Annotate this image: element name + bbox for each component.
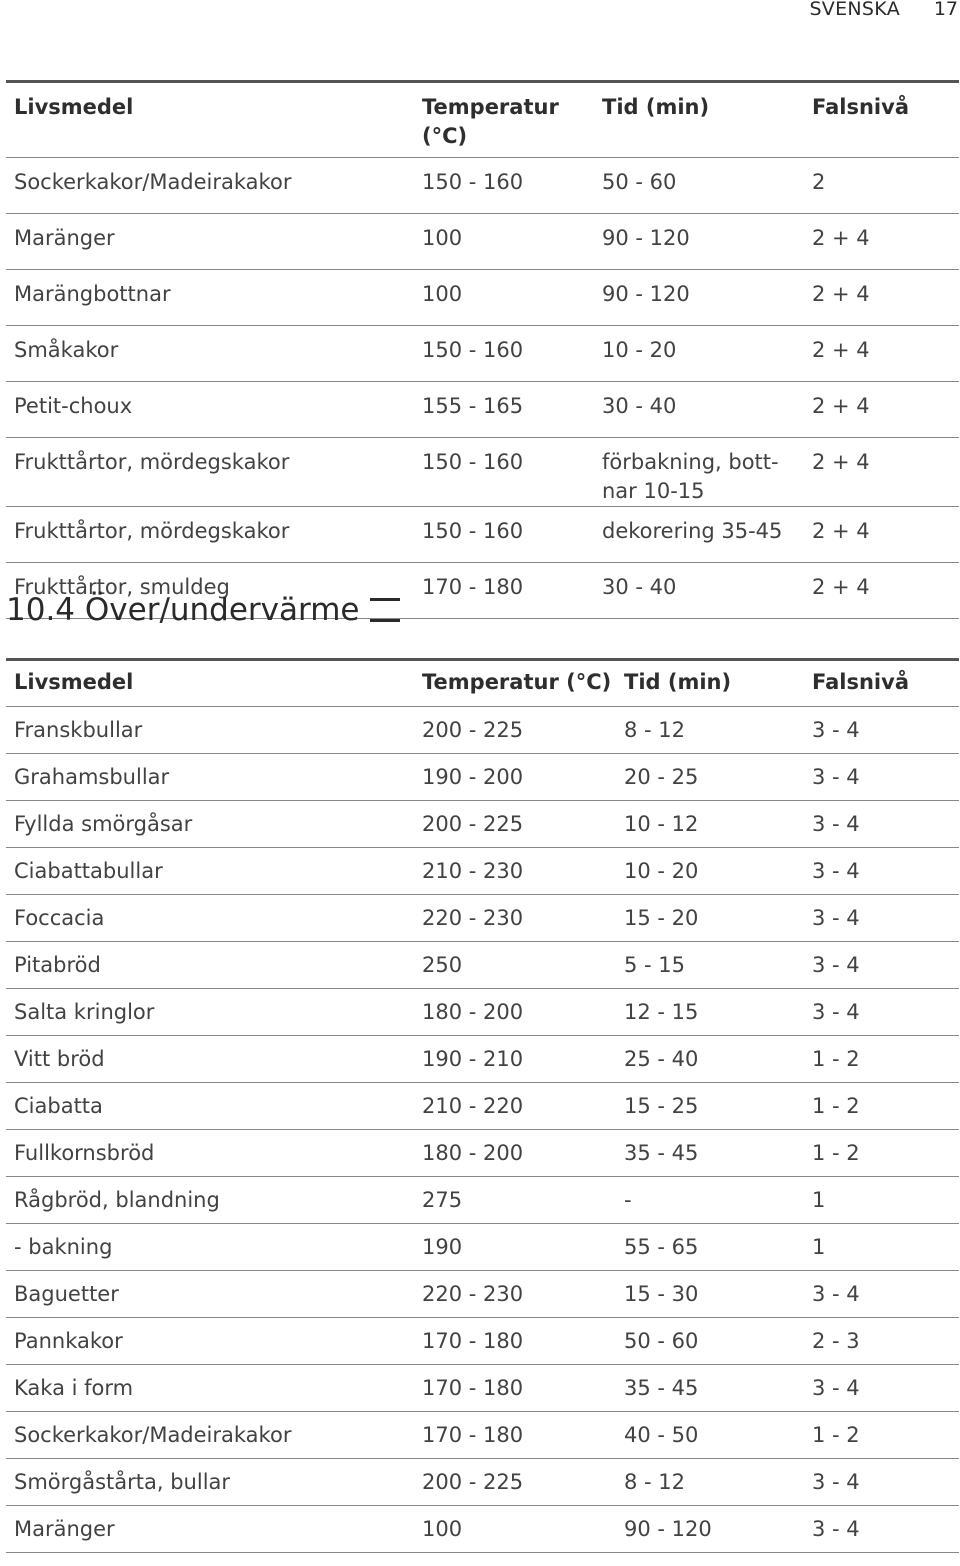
table-cell: 15 - 20 [616,895,804,942]
table-cell: Petit-choux [6,382,414,438]
table-cell: 200 - 225 [414,707,616,754]
table-cell: 1 - 2 [804,1083,959,1130]
table-cell: 1 - 2 [804,1130,959,1177]
table-cell: Småkakor [6,326,414,382]
table-cell: 50 - 60 [594,158,804,214]
table-cell: Salta kringlor [6,989,414,1036]
table-cell: 3 - 4 [804,707,959,754]
table-cell: 1 [804,1224,959,1271]
column-header: Livsmedel [14,670,134,694]
column-header: Livsmedel [14,95,134,119]
table-cell: 2 + 4 [804,438,959,507]
table-cell: Fyllda smörgåsar [6,801,414,848]
table-cell: 190 [414,1224,616,1271]
table-cell: 2 + 4 [804,382,959,438]
table-cell: Grahamsbullar [6,754,414,801]
table-cell: Vitt bröd [6,1036,414,1083]
table-cell: Baguetter [6,1271,414,1318]
table-cell: 3 - 4 [804,801,959,848]
table-row [6,1271,959,1318]
table-cell: 170 - 180 [414,1318,616,1365]
table-row [6,707,959,754]
table-cell: 12 - 15 [616,989,804,1036]
table-row [6,270,959,326]
table-row [6,1224,959,1271]
table-cell: 220 - 230 [414,895,616,942]
table-cell: 3 - 4 [804,1506,959,1553]
table-row [6,1177,959,1224]
table-cell: 35 - 45 [616,1130,804,1177]
table-cell: Frukttårtor, mördegskakor [6,507,414,563]
table-cell: 30 - 40 [594,382,804,438]
table-cell: 50 - 60 [616,1318,804,1365]
table-cell: 200 - 225 [414,801,616,848]
table-cell: 210 - 230 [414,848,616,895]
table-cell: Sockerkakor/Madeirakakor [6,1412,414,1459]
page-header [0,0,960,24]
table-cell: 1 [804,1177,959,1224]
table-header-row [6,82,959,158]
table-cell: 2 [804,158,959,214]
table-cell: 3 - 4 [804,989,959,1036]
table-row [6,754,959,801]
table-row [6,1036,959,1083]
table-row [6,1506,959,1553]
page-number: 17 [933,0,958,20]
table-cell: 55 - 65 [616,1224,804,1271]
table-row [6,1412,959,1459]
table-cell: 8 - 12 [616,707,804,754]
table-row [6,382,959,438]
table-cell: 2 + 4 [804,270,959,326]
table-cell: Pannkakor [6,1318,414,1365]
table-cell: Pitabröd [6,942,414,989]
table-cell: Frukttårtor, smuldeg [6,563,414,619]
table-row [6,438,959,507]
table-cell: 1 - 2 [804,1036,959,1083]
table-cell: 3 - 4 [804,754,959,801]
table-cell: 10 - 20 [616,848,804,895]
table-row [6,1365,959,1412]
table-cell: Maränger [6,214,414,270]
table-cell: 100 [414,214,594,270]
table-cell: 20 - 25 [616,754,804,801]
table-header-row [6,660,959,707]
table-row [6,507,959,563]
table-cell: Maränger [6,1506,414,1553]
table-cell: 170 - 180 [414,1365,616,1412]
table-cell: Fullkornsbröd [6,1130,414,1177]
table-cell: 25 - 40 [616,1036,804,1083]
table-cell: 8 - 12 [616,1459,804,1506]
table-cell: 100 [414,270,594,326]
table-cell: 2 + 4 [804,563,959,619]
table-cell: 3 - 4 [804,1271,959,1318]
table-row [6,895,959,942]
table-cell: 220 - 230 [414,1271,616,1318]
table-cell: 250 [414,942,616,989]
table-cell: 150 - 160 [414,158,594,214]
table-row [6,214,959,270]
column-header: Tid (min) [624,670,732,694]
table-cell: 10 - 12 [616,801,804,848]
table-cell: 170 - 180 [414,563,594,619]
table-cell: Marängbottnar [6,270,414,326]
table-cell: 3 - 4 [804,895,959,942]
table-cell: förbakning, bott- nar 10-15 [594,438,804,507]
table-cell: 180 - 200 [414,1130,616,1177]
table-cell: dekorering 35-45 [594,507,804,563]
table-row [6,1459,959,1506]
table-cell: Rågbröd, blandning [6,1177,414,1224]
table-cell: 150 - 160 [414,507,594,563]
table-cell: Foccacia [6,895,414,942]
table-cell: Ciabattabullar [6,848,414,895]
column-header: Falsnivå [812,95,909,119]
column-header: Temperatur (°C) [422,670,612,694]
table-cell: 3 - 4 [804,1365,959,1412]
table-cell: 3 - 4 [804,1459,959,1506]
table-row [6,1318,959,1365]
table-cell: 275 [414,1177,616,1224]
table-cell: 1 - 2 [804,1412,959,1459]
table-cell: 15 - 30 [616,1271,804,1318]
table-cell: 10 - 20 [594,326,804,382]
table-cell: 2 + 4 [804,326,959,382]
table-cell: 170 - 180 [414,1412,616,1459]
table-cell: 3 - 4 [804,848,959,895]
table-cell: 210 - 220 [414,1083,616,1130]
table-cell: - [616,1177,804,1224]
language-label: SVENSKA [809,0,900,20]
section-title: 10.4 Över/undervärme [6,592,360,628]
baking-table-cakes [6,80,959,619]
table-row [6,942,959,989]
column-header: Falsnivå [812,670,909,694]
table-cell: 190 - 200 [414,754,616,801]
table-cell: Ciabatta [6,1083,414,1130]
table-cell: 150 - 160 [414,438,594,507]
table-cell: - bakning [6,1224,414,1271]
table-cell: Kaka i form [6,1365,414,1412]
table-cell: 180 - 200 [414,989,616,1036]
table-cell: 3 - 4 [804,942,959,989]
table-cell: Franskbullar [6,707,414,754]
column-header: Temperatur (°C) [422,95,559,148]
table-row [6,848,959,895]
baking-table-top-bottom-heat [6,658,959,1553]
table-cell: Sockerkakor/Madeirakakor [6,158,414,214]
table-cell: 40 - 50 [616,1412,804,1459]
table-cell: 2 + 4 [804,507,959,563]
table-cell: 90 - 120 [594,214,804,270]
table-cell: 90 - 120 [594,270,804,326]
table-row [6,801,959,848]
table-cell: 30 - 40 [594,563,804,619]
table-cell: 35 - 45 [616,1365,804,1412]
table-cell: 15 - 25 [616,1083,804,1130]
column-header: Tid (min) [602,95,710,119]
table-cell: Smörgåstårta, bullar [6,1459,414,1506]
table-row [6,1083,959,1130]
table-cell: 150 - 160 [414,326,594,382]
table-row [6,1130,959,1177]
table-row [6,989,959,1036]
table-cell: 200 - 225 [414,1459,616,1506]
table-cell: 190 - 210 [414,1036,616,1083]
table-row [6,326,959,382]
section-heading [6,592,400,628]
table-cell: 2 - 3 [804,1318,959,1365]
table-cell: Frukttårtor, mördegskakor [6,438,414,507]
table-cell: 90 - 120 [616,1506,804,1553]
table-row [6,158,959,214]
table-cell: 2 + 4 [804,214,959,270]
table-cell: 5 - 15 [616,942,804,989]
table-cell: 155 - 165 [414,382,594,438]
table-cell: 100 [414,1506,616,1553]
top-bottom-heat-icon [370,596,400,622]
